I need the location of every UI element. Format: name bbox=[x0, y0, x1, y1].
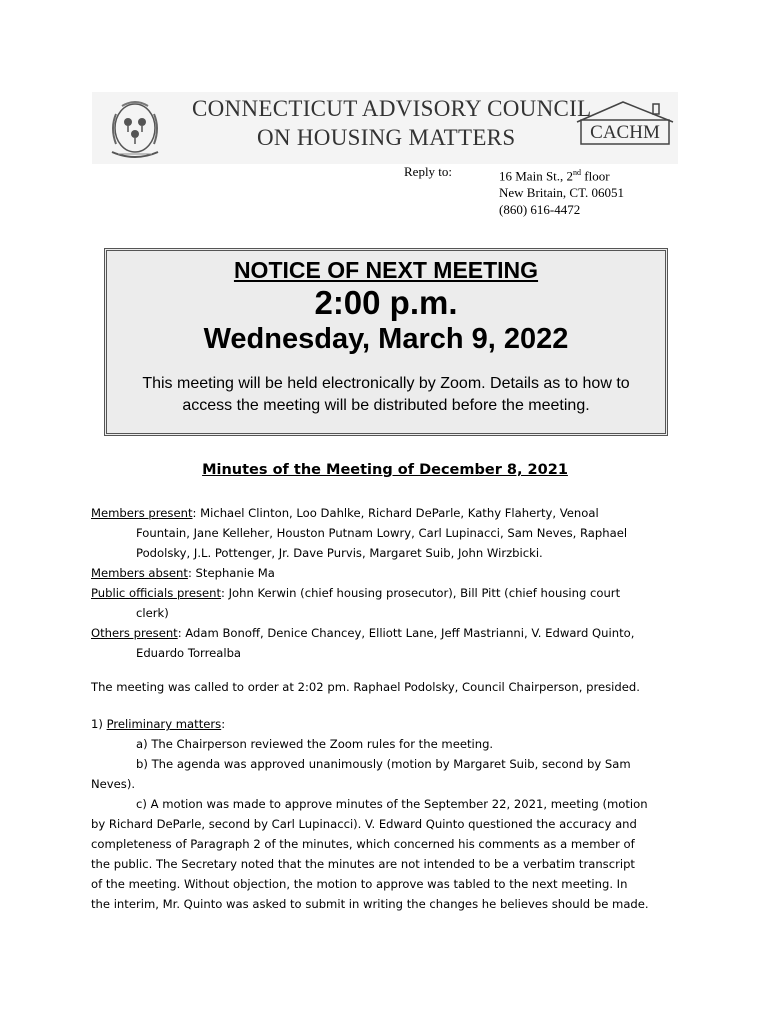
address-line-3: (860) 616-4472 bbox=[499, 202, 581, 218]
notice-time: 2:00 p.m. bbox=[314, 284, 458, 321]
minutes-title: Minutes of the Meeting of December 8, 2021 bbox=[202, 462, 568, 478]
address-street: 16 Main St., 2 bbox=[499, 168, 574, 184]
meeting-notice-box bbox=[104, 248, 668, 436]
prelim-colon: : bbox=[221, 717, 226, 731]
item-c-line1: c) A motion was made to approve minutes of the September 22, 2021, meeting (motion bbox=[136, 797, 648, 811]
notice-date: Wednesday, March 9, 2022 bbox=[203, 323, 569, 355]
item-c-line2: by Richard DeParle, second by Carl Lupinacci). V. Edward Quinto questioned the accuracy and bbox=[91, 817, 637, 831]
notice-title: NOTICE OF NEXT MEETING bbox=[233, 257, 539, 283]
item-b-line2: Neves). bbox=[91, 777, 136, 791]
item-c-line4: the public. The Secretary noted that the minutes are not intended to be a verbatim transcript bbox=[91, 857, 635, 871]
members-present-line1: : Michael Clinton, Loo Dahlke, Richard DeParle, Kathy Flaherty, Venoal bbox=[192, 506, 599, 520]
notice-details bbox=[117, 373, 655, 417]
cachm-house-logo bbox=[575, 100, 675, 150]
public-officials-line1: : John Kerwin (chief housing prosecutor), Bill Pitt (chief housing court bbox=[221, 586, 621, 600]
members-absent-text: : Stephanie Ma bbox=[187, 566, 275, 580]
public-officials-line2: clerk) bbox=[136, 606, 169, 620]
preliminary-matters-section bbox=[91, 714, 691, 914]
public-officials bbox=[91, 583, 691, 623]
members-absent bbox=[91, 563, 691, 583]
members-present-line2: Fountain, Jane Kelleher, Houston Putnam Lowry, Carl Lupinacci, Sam Neves, Raphael bbox=[136, 526, 628, 540]
item-a: a) The Chairperson reviewed the Zoom rules for the meeting. bbox=[136, 737, 494, 751]
notice-detail-line1: This meeting will be held electronically by Zoom. Details as to how to bbox=[142, 375, 630, 392]
others-present bbox=[91, 623, 691, 663]
preliminary-matters-heading bbox=[91, 714, 691, 734]
cachm-logo-text: CACHM bbox=[590, 122, 660, 143]
org-name-line2: ON HOUSING MATTERS bbox=[257, 125, 516, 150]
item-b-line1: b) The agenda was approved unanimously (motion by Margaret Suib, second by Sam bbox=[136, 757, 631, 771]
members-present-line3: Podolsky, J.L. Pottenger, Jr. Dave Purvis, Margaret Suib, John Wirzbicki. bbox=[136, 546, 543, 560]
address-line-2: New Britain, CT. 06051 bbox=[499, 185, 625, 201]
others-present-label: Others present bbox=[91, 626, 178, 640]
address-ordinal: nd bbox=[573, 168, 582, 177]
item-c-line6: the interim, Mr. Quinto was asked to submit in writing the changes he believes should be made. bbox=[91, 897, 649, 911]
called-to-order-paragraph: The meeting was called to order at 2:02 pm. Raphael Podolsky, Council Chairperson, presided. bbox=[91, 680, 640, 694]
reply-address bbox=[499, 164, 624, 218]
members-present-label: Members present bbox=[91, 506, 193, 520]
reply-to-label: Reply to: bbox=[404, 164, 453, 179]
letterhead bbox=[92, 92, 678, 164]
others-present-line1: : Adam Bonoff, Denice Chancey, Elliott Lane, Jeff Mastrianni, V. Edward Quinto, bbox=[177, 626, 635, 640]
prelim-label: Preliminary matters bbox=[106, 717, 222, 731]
org-name-line1: CONNECTICUT ADVISORY COUNCIL bbox=[192, 96, 592, 121]
notice-detail-line2: access the meeting will be distributed before the meeting. bbox=[182, 397, 590, 414]
members-present bbox=[91, 503, 691, 563]
members-absent-label: Members absent bbox=[91, 566, 188, 580]
public-officials-label: Public officials present bbox=[91, 586, 222, 600]
item-c-line5: of the meeting. Without objection, the motion to approve was tabled to the next meeting. In bbox=[91, 877, 628, 891]
state-seal-icon bbox=[102, 94, 168, 162]
attendance-section bbox=[91, 503, 691, 663]
prelim-number: 1) bbox=[91, 717, 107, 731]
address-floor: floor bbox=[581, 168, 610, 184]
item-c-line3: completeness of Paragraph 2 of the minutes, which concerned his comments as a member of bbox=[91, 837, 635, 851]
others-present-line2: Eduardo Torrealba bbox=[136, 646, 242, 660]
address-line-1 bbox=[499, 164, 624, 184]
